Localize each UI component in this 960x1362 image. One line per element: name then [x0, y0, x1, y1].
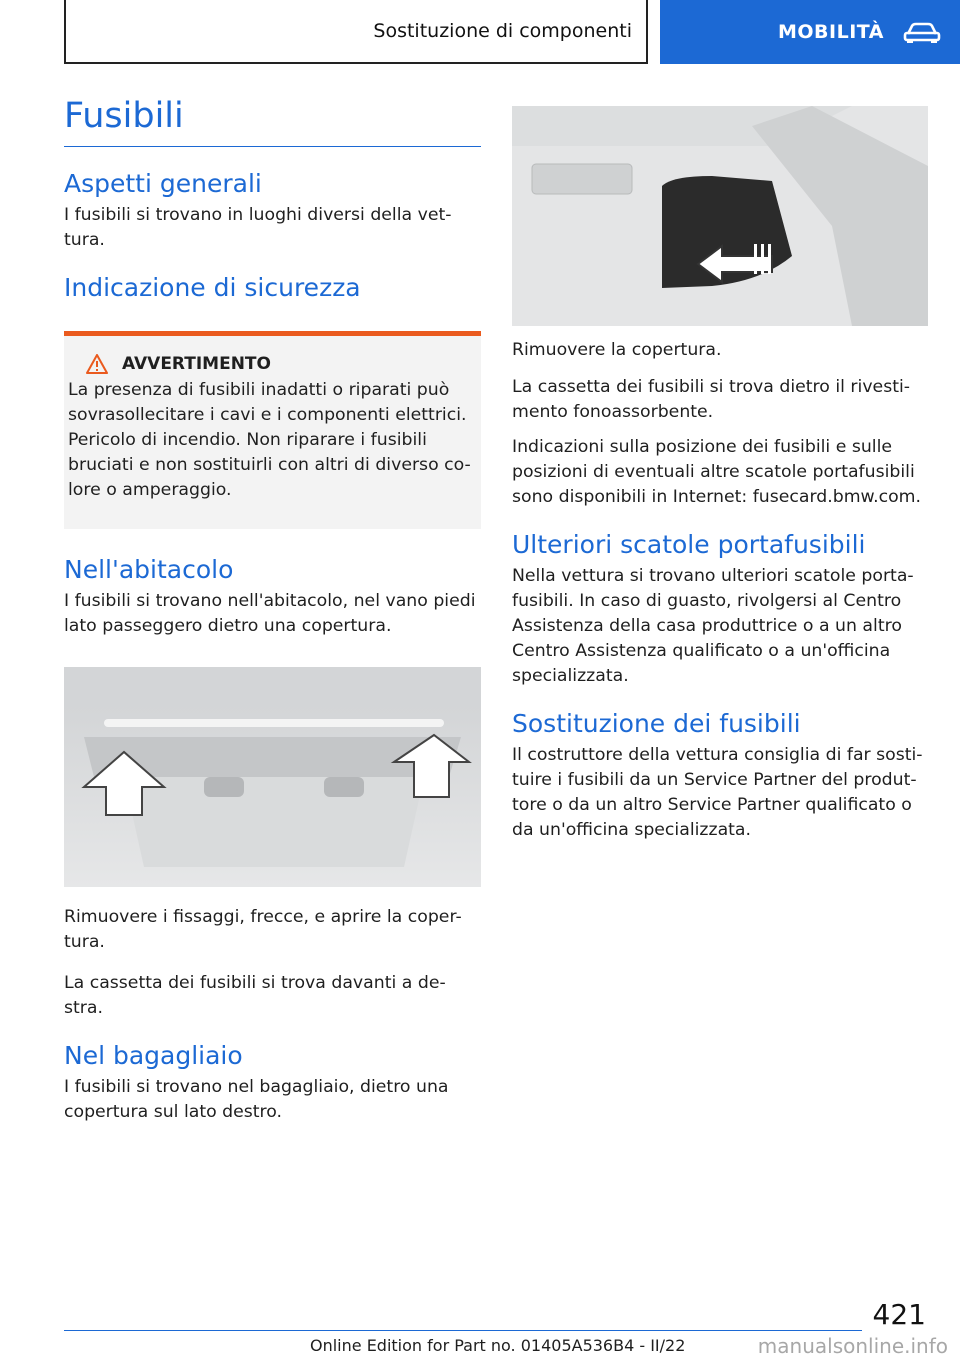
footwell-cover-illustration — [64, 667, 481, 887]
trunk-step-2: La cassetta dei fusibili si trova dietro il rivesti-mento fonoassorbente. — [512, 377, 911, 422]
warning-text: La presenza di fusibili inadatti o riparati può sovrasollecitare i cavi e i componenti elettrici. Pericolo di incendio. Non riparare i fusibili bruciati e non sostituirli con altri di diverso co-lore o amperaggio. — [68, 380, 471, 500]
more-boxes-heading: Ulteriori scatole portafusibili — [512, 530, 866, 559]
replace-heading: Sostituzione dei fusibili — [512, 709, 801, 738]
cabin-fuse-photo — [64, 667, 481, 887]
trunk-heading: Nel bagagliaio — [64, 1041, 243, 1070]
page-number: 421 — [872, 1298, 926, 1331]
trunk-step-3: Indicazioni sulla posizione dei fusibili e sulle posizioni di eventuali altre scatole portafusibili sono disponibili in Internet: fusecard.bmw.com. — [512, 437, 921, 507]
left-column — [64, 96, 481, 1125]
chapter-tab — [64, 0, 648, 64]
watermark: manualsonline.info — [757, 1334, 948, 1358]
cabin-step-1: Rimuovere i fissaggi, frecce, e aprire la coper-tura. — [64, 907, 462, 952]
section-title: MOBILITÀ — [778, 21, 884, 43]
trunk-fuse-photo — [512, 106, 928, 326]
cabin-step-2: La cassetta dei fusibili si trova davanti a de-stra. — [64, 973, 446, 1018]
cabin-text: I fusibili si trovano nell'abitacolo, nel vano piedi lato passeggero dietro una copertura. — [64, 591, 476, 636]
footer-rule — [64, 1330, 862, 1331]
warning-triangle-icon — [86, 354, 108, 374]
trunk-cover-illustration — [512, 106, 928, 326]
warning-label: AVVERTIMENTO — [122, 354, 271, 374]
trunk-text: I fusibili si trovano nel bagagliaio, dietro una copertura sul lato destro. — [64, 1077, 449, 1122]
more-boxes-text: Nella vettura si trovano ulteriori scatole porta-fusibili. In caso di guasto, rivolgersi al Centro Assistenza della casa produttrice o a un altro Centro Assistenza qualificato o a un'officina specializzata. — [512, 566, 914, 686]
car-icon — [902, 20, 942, 44]
page-title: Fusibili — [64, 96, 481, 147]
edition-line: Online Edition for Part no. 01405A536B4 - II/22 — [310, 1336, 686, 1355]
replace-text: Il costruttore della vettura consiglia di far sosti-tuire i fusibili da un Service Partner del produt-tore o da un altro Service Partner qualificato o da un'officina specializzata. — [512, 745, 923, 840]
chapter-title: Sostituzione di componenti — [373, 20, 632, 42]
warning-box — [64, 331, 481, 529]
cabin-heading: Nell'abitacolo — [64, 555, 234, 584]
trunk-step-1: Rimuovere la copertura. — [512, 340, 722, 360]
general-text: I fusibili si trovano in luoghi diversi della vet-tura. — [64, 205, 452, 250]
safety-heading: Indicazione di sicurezza — [64, 273, 361, 302]
right-column — [512, 106, 928, 843]
section-tab — [660, 0, 960, 64]
general-heading: Aspetti generali — [64, 169, 262, 198]
warning-header — [86, 354, 477, 374]
